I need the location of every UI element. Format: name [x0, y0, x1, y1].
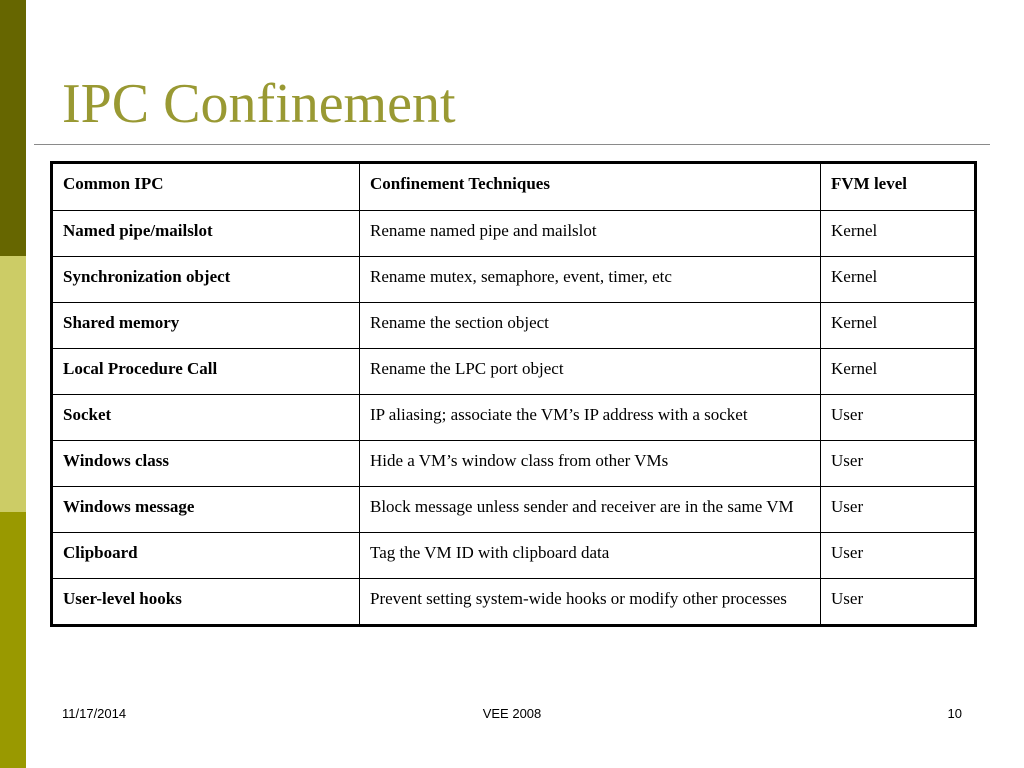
header-fvm-level: FVM level — [821, 163, 976, 211]
ipc-name-cell: Synchronization object — [52, 257, 360, 303]
technique-cell: Rename the section object — [360, 303, 821, 349]
fvm-level-cell: User — [821, 533, 976, 579]
ipc-confinement-table — [50, 161, 977, 627]
technique-cell: Rename the LPC port object — [360, 349, 821, 395]
slide-title: IPC Confinement — [62, 73, 456, 135]
technique-cell: Block message unless sender and receiver are in the same VM — [360, 487, 821, 533]
table-row — [52, 395, 976, 441]
header-confinement-techniques: Confinement Techniques — [360, 163, 821, 211]
fvm-level-cell: Kernel — [821, 211, 976, 257]
table-row — [52, 533, 976, 579]
ipc-name-cell: Shared memory — [52, 303, 360, 349]
ipc-name-cell: Windows message — [52, 487, 360, 533]
ipc-name-cell: Clipboard — [52, 533, 360, 579]
table-row — [52, 579, 976, 626]
footer-center-text: VEE 2008 — [482, 706, 542, 721]
table-row — [52, 211, 976, 257]
ipc-name-cell: Windows class — [52, 441, 360, 487]
fvm-level-cell: User — [821, 487, 976, 533]
sidebar-stripe — [0, 0, 26, 768]
technique-cell: Rename mutex, semaphore, event, timer, etc — [360, 257, 821, 303]
fvm-level-cell: Kernel — [821, 303, 976, 349]
table-row — [52, 257, 976, 303]
ipc-name-cell: Socket — [52, 395, 360, 441]
ipc-name-cell: Named pipe/mailslot — [52, 211, 360, 257]
technique-cell: Prevent setting system-wide hooks or modify other processes — [360, 579, 821, 626]
technique-cell: Hide a VM’s window class from other VMs — [360, 441, 821, 487]
table-row — [52, 349, 976, 395]
table-row — [52, 303, 976, 349]
sidebar-segment-dark — [0, 0, 26, 256]
fvm-level-cell: User — [821, 579, 976, 626]
fvm-level-cell: User — [821, 395, 976, 441]
fvm-level-cell: Kernel — [821, 349, 976, 395]
footer-page-number: 10 — [947, 706, 962, 721]
fvm-level-cell: Kernel — [821, 257, 976, 303]
title-divider — [34, 144, 990, 145]
sidebar-segment-light — [0, 256, 26, 512]
technique-cell: Tag the VM ID with clipboard data — [360, 533, 821, 579]
table-header-row — [52, 163, 976, 211]
table-row — [52, 441, 976, 487]
fvm-level-cell: User — [821, 441, 976, 487]
technique-cell: Rename named pipe and mailslot — [360, 211, 821, 257]
footer-date: 11/17/2014 — [62, 706, 127, 721]
header-common-ipc: Common IPC — [52, 163, 360, 211]
technique-cell: IP aliasing; associate the VM’s IP address with a socket — [360, 395, 821, 441]
table-row — [52, 487, 976, 533]
ipc-name-cell: Local Procedure Call — [52, 349, 360, 395]
ipc-name-cell: User-level hooks — [52, 579, 360, 626]
sidebar-segment-mid — [0, 512, 26, 768]
